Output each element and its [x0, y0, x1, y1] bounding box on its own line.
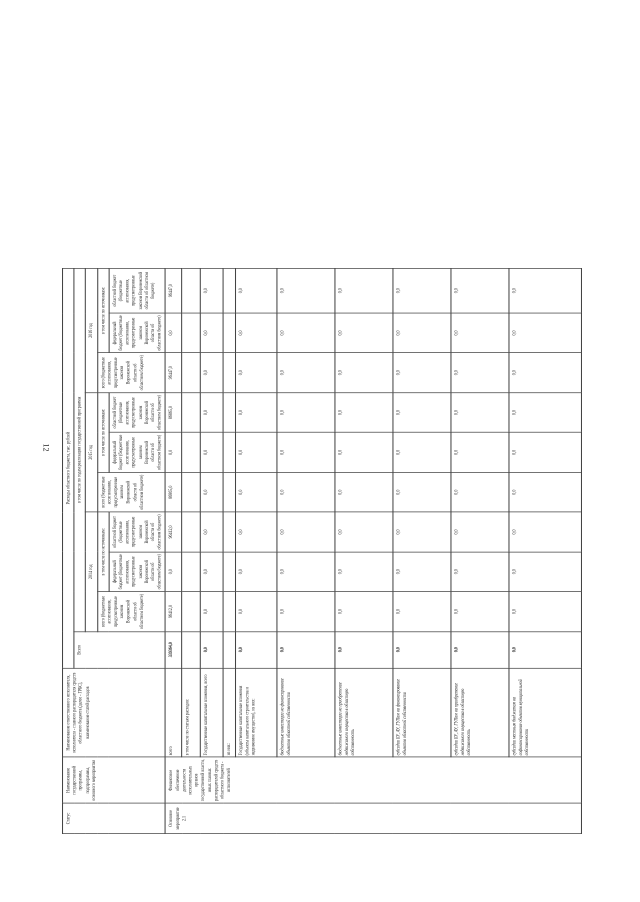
header-2015-regional: областной бюджет (бюджетные ассигнования, предусмотренные законом Воронежской области об областном бюджете)	[109, 393, 166, 433]
header-expenses-title: Расходы областного бюджета, тыс. рублей	[63, 268, 75, 668]
row-value: 0,0	[201, 472, 224, 512]
row-value: 0,0	[509, 313, 582, 353]
row-value: 0,0	[451, 631, 509, 668]
table-row	[182, 268, 201, 833]
row-value: 0,0	[277, 353, 335, 393]
row-value: 0,0	[277, 631, 335, 668]
row-label: Государственные капитальные вложения (объекты капитального строительства и недвижимое имущество), из них:	[235, 668, 276, 757]
row-value	[182, 353, 201, 393]
row-value: 0,0	[277, 268, 335, 313]
row-value: 0,0	[277, 472, 335, 512]
row-label: субсидии местным бюджетам на софинансирование объектов муниципальной собственности	[509, 668, 582, 757]
row-value: 0,0	[235, 631, 276, 668]
header-program-name: Наименование государственной программы, подпрограммы, основного мероприятия	[63, 757, 166, 803]
row-value: 0,0	[451, 512, 509, 552]
row-value: 0,0	[166, 432, 183, 472]
row-value: 0,0	[166, 313, 183, 353]
row-value: 0,0	[451, 268, 509, 313]
row-value: 0,0	[393, 512, 451, 552]
row-value: 0,0	[451, 552, 509, 592]
budget-table-container	[62, 268, 582, 834]
event-name: Финансовое обеспечение деятельности исполнительных органов государственной власти, иных главных распорядителей средств областного бюджета - исполнителей	[166, 757, 582, 803]
row-value	[224, 353, 236, 393]
header-total: Всего	[74, 631, 165, 668]
row-value	[182, 393, 201, 433]
budget-table	[62, 268, 582, 834]
row-value: 86865,0	[166, 393, 183, 433]
row-value: 0,0	[335, 472, 393, 512]
row-value: 0,0	[335, 432, 393, 472]
row-value: 0,0	[393, 353, 451, 393]
header-executor: Наименование ответственного исполнителя, исполнителя - главного распорядителя средств областного бюджета (далее - ГРБС), наименование статей расходов	[63, 668, 166, 757]
row-value: 0,0	[201, 592, 224, 632]
row-value: 0,0	[201, 552, 224, 592]
header-status: Статус	[63, 803, 166, 833]
row-value: 0,0	[277, 313, 335, 353]
row-value: 0,0	[393, 592, 451, 632]
row-value: 0,0	[509, 552, 582, 592]
row-label: в том числе по статьям расходов:	[182, 668, 201, 757]
row-value	[182, 268, 201, 313]
row-value: 0,0	[509, 472, 582, 512]
row-value: 0,0	[393, 472, 451, 512]
row-value: 0,0	[235, 313, 276, 353]
row-value: 0,0	[509, 268, 582, 313]
row-value: 0,0	[277, 552, 335, 592]
table-row	[201, 268, 224, 833]
row-label: субсидии БУ, АУ, ГУПам на приобретение недвижимого имущества в областную собственность	[451, 668, 509, 757]
row-value: 0,0	[393, 313, 451, 353]
header-2016-all: всего (бюджетные ассигнования, предусмотренные законом Воронежской области об областном бюджете)	[97, 353, 165, 393]
event-status: Основное мероприятие 2.1	[166, 803, 582, 833]
header-year-2014: 2014 год	[86, 512, 98, 631]
row-value: 0,0	[277, 393, 335, 433]
row-label: бюджетные инвестиции на финансирование объектов областной собственности	[277, 668, 335, 757]
row-value: 0,0	[201, 353, 224, 393]
row-value	[224, 472, 236, 512]
row-value: 0,0	[335, 268, 393, 313]
row-value: 86865,0	[166, 472, 183, 512]
row-label: всего	[166, 668, 183, 757]
row-value	[224, 631, 236, 668]
row-value: 0,0	[235, 552, 276, 592]
page-number: 12	[41, 443, 51, 452]
row-value: 0,0	[235, 512, 276, 552]
row-value: 0,0	[509, 631, 582, 668]
row-value: 0,0	[235, 472, 276, 512]
row-value: 0,0	[335, 313, 393, 353]
row-value: 0,0	[393, 552, 451, 592]
table-row	[451, 268, 509, 833]
header-2016-regional: областной бюджет (бюджетные ассигнования, предусмотренные законом Воронежской области об областном бюджете)	[109, 268, 166, 313]
row-value: 0,0	[451, 432, 509, 472]
row-value: 0,0	[201, 268, 224, 313]
header-2014-sources: в том числе по источникам:	[97, 512, 109, 592]
row-label: Государственные капитальные вложения, всего	[201, 668, 224, 757]
row-value: 96412,0	[166, 592, 183, 632]
header-2016-sources: в том числе по источникам:	[97, 268, 109, 353]
row-value: 0,0	[451, 592, 509, 632]
row-value	[224, 268, 236, 313]
row-value: 0,0	[509, 512, 582, 552]
row-value: 0,0	[235, 353, 276, 393]
row-value	[182, 512, 201, 552]
row-label: из них:	[224, 668, 236, 757]
row-value: 0,0	[451, 313, 509, 353]
table-row	[393, 268, 451, 833]
row-value	[182, 552, 201, 592]
row-value: 0,0	[335, 552, 393, 592]
table-row	[509, 268, 582, 833]
row-value	[182, 631, 201, 668]
header-2014-federal: федеральный бюджет (бюджетные ассигнования, предусмотренные законом Воронежской области об областном бюджете)	[109, 552, 166, 592]
row-value: 0,0	[393, 631, 451, 668]
row-value: 0,0	[393, 268, 451, 313]
header-2015-federal: федеральный бюджет (бюджетные ассигнования, предусмотренные законом Воронежской области об областном бюджете)	[109, 432, 166, 472]
row-value: 0,0	[201, 432, 224, 472]
row-value: 0,0	[201, 393, 224, 433]
table-row	[335, 268, 393, 833]
table-row	[277, 268, 335, 833]
table-body	[166, 268, 582, 833]
row-value: 0,0	[235, 592, 276, 632]
row-value	[224, 432, 236, 472]
row-value: 0,0	[277, 512, 335, 552]
row-value: 0,0	[335, 592, 393, 632]
header-row-1	[63, 268, 75, 833]
table-row	[224, 268, 236, 833]
row-value: 339364,0	[166, 631, 183, 668]
row-label: бюджетные инвестиции на приобретение недвижимого имущества в областную собственность	[335, 668, 393, 757]
row-value	[182, 432, 201, 472]
row-value: 0,0	[166, 552, 183, 592]
header-year-2016: 2016 год	[86, 268, 98, 392]
row-value: 0,0	[235, 432, 276, 472]
row-value: 0,0	[201, 313, 224, 353]
row-value	[224, 552, 236, 592]
row-value: 96412,0	[166, 512, 183, 552]
row-value: 0,0	[393, 432, 451, 472]
row-value: 0,0	[277, 432, 335, 472]
row-value: 0,0	[509, 592, 582, 632]
row-value: 96447,0	[166, 353, 183, 393]
row-value: 0,0	[509, 432, 582, 472]
row-value: 0,0	[335, 631, 393, 668]
row-value: 0,0	[201, 512, 224, 552]
header-year-2015: 2015 год	[86, 393, 98, 512]
row-value: 0,0	[235, 268, 276, 313]
row-value: 0,0	[335, 353, 393, 393]
row-value: 0,0	[451, 353, 509, 393]
row-value: 0,0	[335, 512, 393, 552]
row-value	[182, 313, 201, 353]
row-value	[182, 472, 201, 512]
header-2015-all: всего (бюджетные ассигнования, предусмотренные законом Воронежской области об областном бюджете)	[97, 472, 165, 512]
table-row	[166, 268, 183, 833]
header-by-years: в том числе по годам реализации государственной программы	[74, 268, 86, 631]
header-2016-federal: федеральный бюджет (бюджетные ассигнования, предусмотренные законом Воронежской области об областном бюджете)	[109, 313, 166, 353]
row-value: 0,0	[451, 472, 509, 512]
row-value: 96447,0	[166, 268, 183, 313]
row-value: 0,0	[451, 393, 509, 433]
row-value	[224, 313, 236, 353]
header-2014-all: всего (бюджетные ассигнования, предусмотренные законом Воронежской области об областном бюджете)	[97, 592, 165, 632]
row-value: 0,0	[335, 393, 393, 433]
row-label: субсидии БУ, АУ, ГУПам на финансирование объектов областной собственности	[393, 668, 451, 757]
row-value: 0,0	[509, 353, 582, 393]
row-value	[224, 393, 236, 433]
row-value	[224, 512, 236, 552]
row-value	[224, 592, 236, 632]
table-row	[235, 268, 276, 833]
header-2014-regional: областной бюджет (бюджетные ассигнования, предусмотренные законом Воронежской области об областном бюджете)	[109, 512, 166, 552]
row-value	[182, 592, 201, 632]
row-value: 0,0	[509, 393, 582, 433]
row-value: 0,0	[277, 592, 335, 632]
row-value: 0,0	[393, 393, 451, 433]
row-value: 0,0	[201, 631, 224, 668]
header-2015-sources: в том числе по источникам:	[97, 393, 109, 473]
row-value: 0,0	[235, 393, 276, 433]
